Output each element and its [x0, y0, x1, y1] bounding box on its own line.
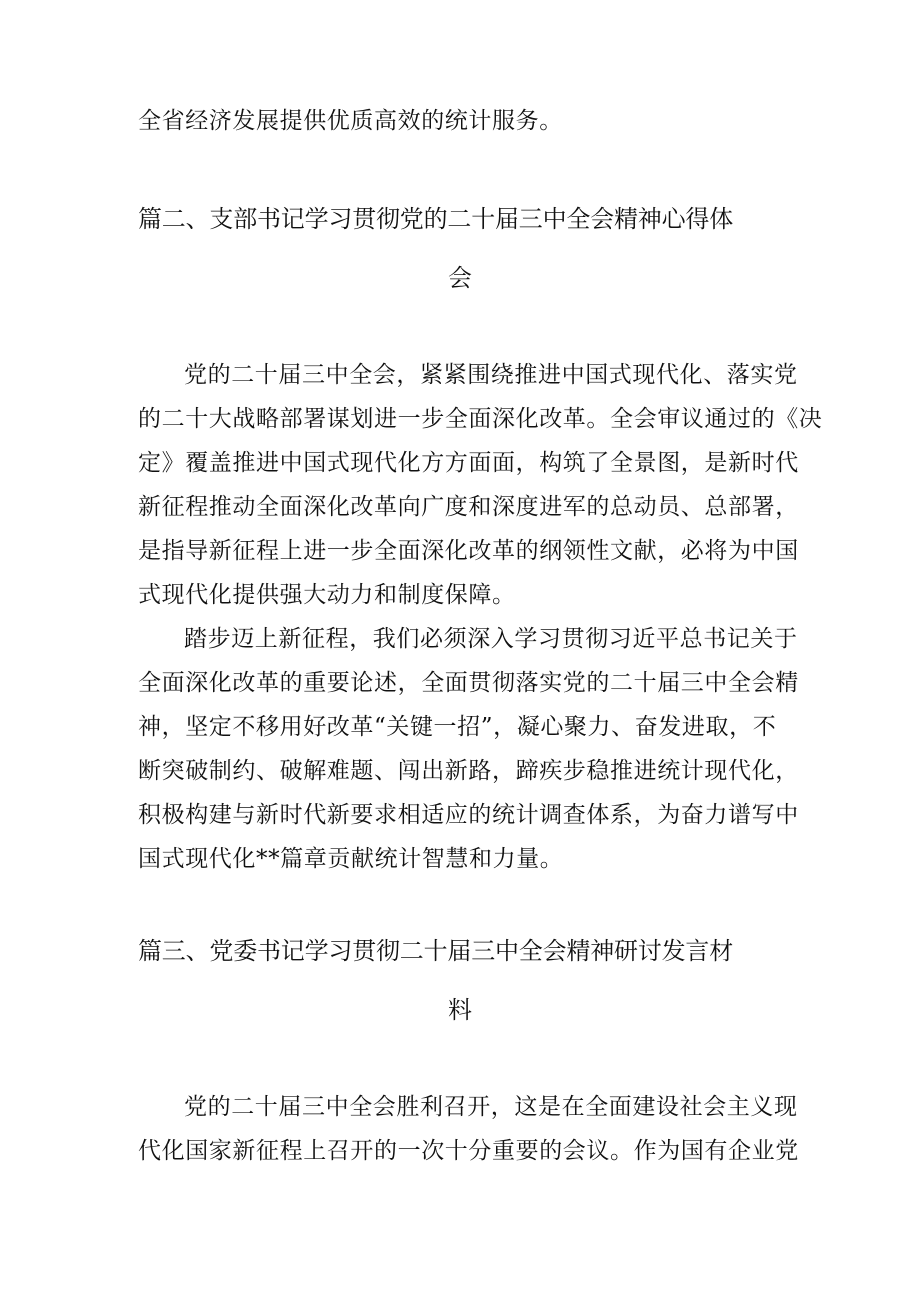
- paragraph-line: 的二十大战略部署谋划进一步全面深化改革。全会审议通过的《决: [138, 406, 823, 432]
- paragraph-line: 党的二十届三中全会胜利召开，这是在全面建设社会主义现: [184, 1094, 798, 1120]
- paragraph-line: 国式现代化**篇章贡献统计智慧和力量。: [138, 846, 564, 872]
- intro-last-line: 全省经济发展提供优质高效的统计服务。: [138, 108, 563, 134]
- paragraph-line: 式现代化提供强大动力和制度保障。: [138, 582, 516, 608]
- paragraph-line: 定》覆盖推进中国式现代化方方面面，构筑了全景图，是新时代: [138, 450, 799, 476]
- paragraph-line: 是指导新征程上进一步全面深化改革的纲领性文献，必将为中国: [138, 538, 799, 564]
- paragraph-line: 神，坚定不移用好改革“关键一招”，凝心聚力、奋发进取，不: [138, 714, 777, 740]
- paragraph-line: 党的二十届三中全会，紧紧围绕推进中国式现代化、落实党: [184, 362, 798, 388]
- paragraph-line: 踏步迈上新征程，我们必须深入学习贯彻习近平总书记关于: [184, 626, 798, 652]
- paragraph-line: 全面深化改革的重要论述，全面贯彻落实党的二十届三中全会精: [138, 670, 799, 696]
- paragraph-line: 新征程推动全面深化改革向广度和深度进军的总动员、总部署，: [138, 494, 799, 520]
- section2-title-line1: 篇二、支部书记学习贯彻党的二十届三中全会精神心得体: [138, 205, 733, 233]
- section2-title-line2: 会: [448, 264, 472, 292]
- section3-title-line2: 料: [448, 996, 472, 1024]
- paragraph-line: 断突破制约、破解难题、闯出新路，蹄疾步稳推进统计现代化，: [138, 758, 799, 784]
- paragraph-line: 代化国家新征程上召开的一次十分重要的会议。作为国有企业党: [138, 1138, 799, 1164]
- section3-title-line1: 篇三、党委书记学习贯彻二十届三中全会精神研讨发言材: [138, 937, 733, 965]
- paragraph-line: 积极构建与新时代新要求相适应的统计调查体系，为奋力谱写中: [138, 802, 799, 828]
